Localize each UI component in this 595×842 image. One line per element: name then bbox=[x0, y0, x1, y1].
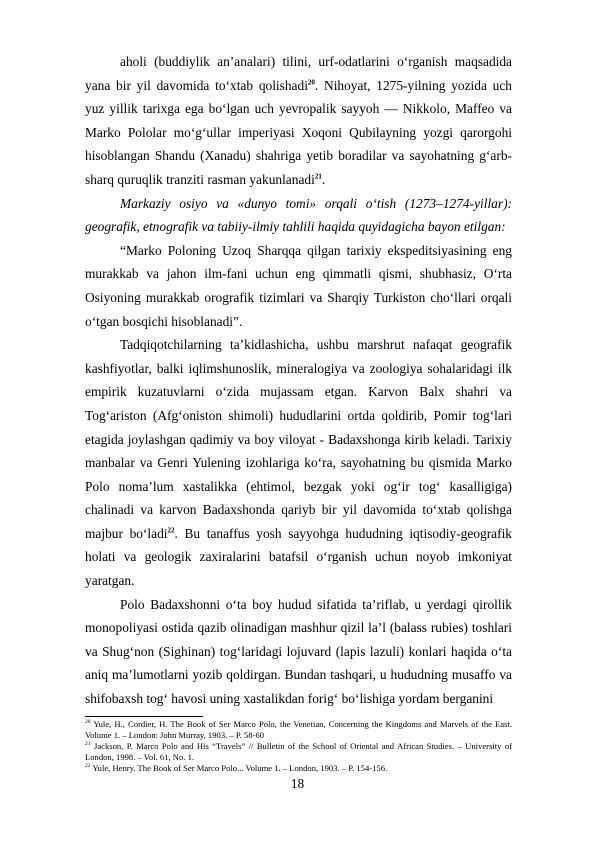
footnote-text: Jackson, P. Marco Polo and His “Travels” // Bulletin of the School of Oriental and African Studies. – University of London, 1998. – Vol. 61, No. 1. bbox=[85, 740, 512, 762]
footnote-ref-21[interactable]: 21 bbox=[314, 172, 322, 181]
paragraph-1-text-a: aholi (buddiylik an’analari) tilini, urf-odatlarini o‘rganish maqsadida yana bir yil davomida to‘xtab qolishadi bbox=[85, 54, 512, 93]
footnote-ref-22[interactable]: 22 bbox=[167, 526, 175, 535]
footnote-ref-20[interactable]: 20 bbox=[307, 78, 315, 87]
paragraph-4-text-a: Tadqiqotchilarning ta’kidlashicha, ushbu marshrut nafaqat geografik kashfiyotlar, balki iqlimshunoslik, mineralogiya va zoologiya sohalaridagi ilk empirik kuzatuvlarni o‘zida mujassam etgan. Karvon Balx shahri va Tog‘ariston (Afg‘oniston shimoli) hududlarini ortda qoldirib, Pomir tog‘lari etagida joylashgan qadimiy va boy viloyat - Badaxshonga kirib keladi. Tarixiy manbalar va Genri Yulening izohlariga ko‘ra, sayohatning bu qismida Marko Polo noma’lum xastalikka (ehtimol, bezgak yoki og‘ir tog‘ kasalligiga) chalinadi va karvon Badaxshonda qariyb bir yil davomida to‘xtab qolishga majbur bo‘ladi bbox=[85, 337, 512, 541]
section-heading-italic: Markaziy osiyo va «dunyo tomi» orqali o‘tish (1273–1274-yillar): geografik, etnografik va tabiiy-ilmiy tahlili haqida quyidagicha bayon etilgan: bbox=[85, 195, 512, 235]
document-page bbox=[85, 50, 512, 774]
footnote-20 bbox=[85, 719, 512, 741]
footnote-21 bbox=[85, 741, 512, 763]
footnote-text: Yule, H., Cordier, H. The Book of Ser Marco Polo, the Venetian, Concerning the Kingdoms and Marvels of the East. Volume 1. – London: John Murray, 1903. – P. 58-60 bbox=[85, 718, 512, 740]
paragraph-1-text-c: . bbox=[321, 171, 326, 187]
paragraph-1 bbox=[85, 50, 512, 192]
paragraph-1-text-b: . Nihoyat, 1275-yilning yozida uch yuz yillik tarixga ega bo‘lgan uch yevropalik sayyoh — Nikkolo, Maffeo va Marko Pololar mo‘g‘ullar imperiyasi Xoqoni Qubilayning yozgi qarorgohi hisoblangan Shandu (Xanadu) shahriga yetib boradilar va sayohatning g‘arb-sharq quruqlik tranziti rasman yakunlanadi bbox=[85, 77, 513, 187]
footnote-22 bbox=[85, 763, 512, 774]
footnote-number: 22 bbox=[85, 762, 91, 769]
footnote-text: Yule, Henry. The Book of Ser Marco Polo... Volume 1. – London, 1903. – P. 154-156. bbox=[90, 762, 388, 773]
footnote-separator bbox=[85, 716, 203, 717]
paragraph-4-text-b: . Bu tanaffus yosh sayyohga hududning iqtisodiy-geografik holati va geologik zaxiralarini batafsil o‘rganish uchun noyob imkoniyat yaratgan. bbox=[85, 525, 512, 589]
footnote-number: 20 bbox=[85, 718, 91, 725]
page-number: 18 bbox=[290, 776, 305, 791]
quote-paragraph: “Marko Poloning Uzoq Sharqqa qilgan tarixiy ekspeditsiyasining eng murakkab va jahon ilm-fani uchun eng qimmatli qismi, shubhasiz, O‘rta Osiyoning murakkab orografik tizimlari va Sharqiy Turkiston cho‘llari orqali o‘tgan bosqichi hisoblanadi”. bbox=[85, 242, 512, 329]
footnote-number: 21 bbox=[85, 740, 91, 747]
paragraph-4 bbox=[85, 333, 512, 593]
paragraph-5: Polo Badaxshonni o‘ta boy hudud sifatida ta’riflab, u yerdagi qirollik monopoliyasi ostida qazib olinadigan mashhur qizil la’l (balass rubies) toshlari va Shug‘non (Sighinan) tog‘laridagi lojuvard (lapis lazuli) konlari haqida o‘ta aniq ma’lumotlarni yozib qoldirgan. Bundan tashqari, u hududning musaffo va shifobaxsh tog‘ havosi uning xastalikdan forig‘ bo‘lishiga yordam berganini bbox=[85, 596, 512, 707]
